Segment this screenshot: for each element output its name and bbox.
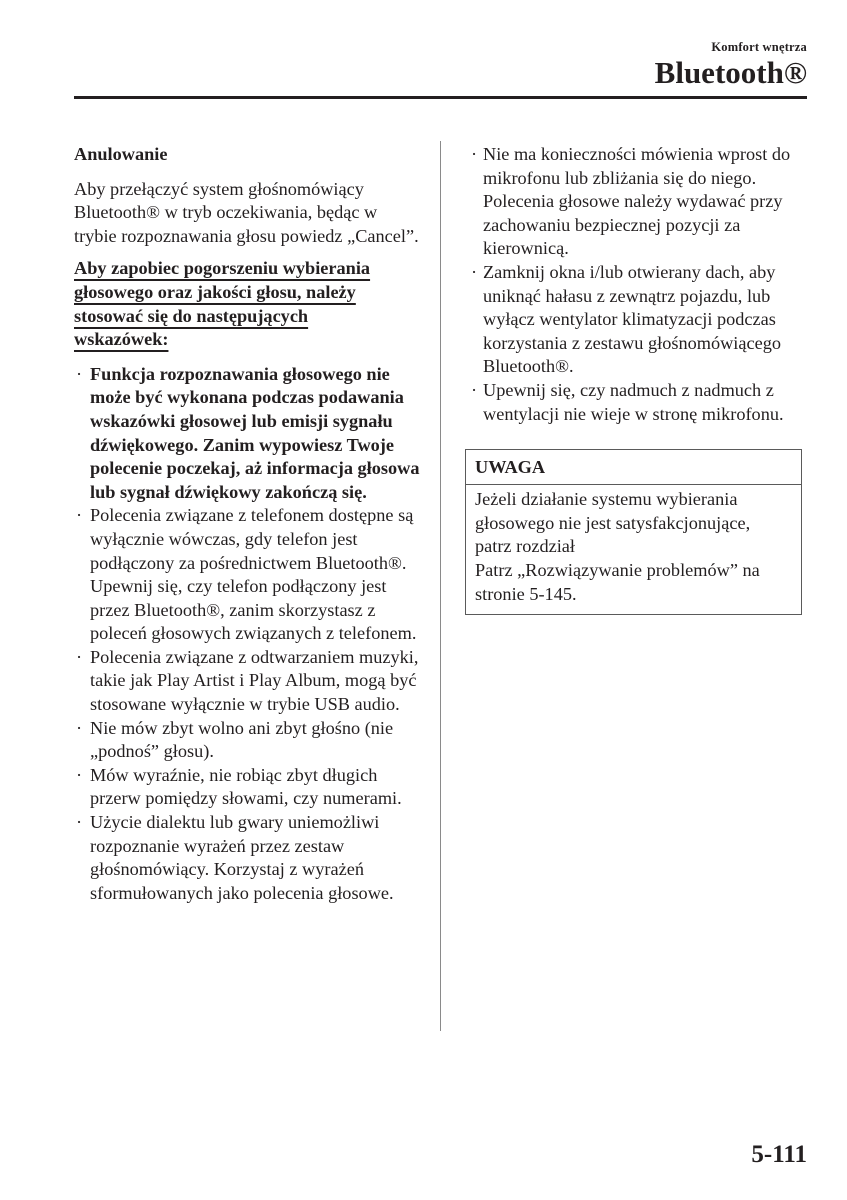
- list-item-text: Upewnij się, czy nadmuch z nadmuch z wentylacji nie wieje w stronę mikrofonu.: [483, 379, 784, 424]
- list-item: [469, 261, 809, 379]
- note-box: [465, 449, 802, 615]
- list-item: [469, 379, 809, 426]
- bullet: ·: [76, 505, 83, 526]
- bullet: ·: [76, 764, 83, 785]
- list-item-text: Nie mów zbyt wolno ani zbyt głośno (nie „podnoś” głosu).: [90, 717, 394, 762]
- list-item: [469, 143, 809, 261]
- bullet: ·: [76, 363, 83, 384]
- tips-list-left: [74, 363, 424, 906]
- right-column: [469, 143, 809, 615]
- list-item-text: Mów wyraźnie, nie robiąc zbyt długich przerw pomiędzy słowami, czy numerami.: [90, 764, 402, 809]
- warning-heading: [74, 257, 402, 351]
- intro-paragraph: Aby przełączyć system głośnomówiący Bluetooth® w tryb oczekiwania, będąc w trybie rozpoznawania głosu powiedz „Cancel”.: [74, 178, 419, 246]
- note-line: Patrz „Rozwiązywanie problemów” na: [475, 559, 760, 580]
- header-divider: [74, 96, 807, 99]
- note-line: patrz rozdział: [475, 536, 575, 557]
- note-body: [466, 485, 801, 614]
- list-item-text: Zamknij okna i/lub otwierany dach, aby uniknąć hałasu z zewnątrz pojazdu, lub wyłącz wentylator klimatyzacji podczas korzystania z zestawu głośnomówiącego Bluetooth®.: [483, 261, 781, 377]
- bullet: ·: [471, 144, 478, 164]
- section-heading: Anulowanie: [74, 144, 168, 164]
- list-item-text: Polecenia związane z odtwarzaniem muzyki, takie jak Play Artist i Play Album, mogą być stosowane wyłącznie w trybie USB audio.: [90, 646, 419, 715]
- list-item: [74, 363, 424, 505]
- bullet: ·: [76, 646, 83, 667]
- note-title: UWAGA: [466, 450, 801, 485]
- bullet: ·: [76, 812, 83, 833]
- bullet: ·: [471, 261, 478, 282]
- note-line: głosowego nie jest satysfakcjonujące,: [475, 512, 751, 533]
- list-item-text: Funkcja rozpoznawania głosowego nie może być wykonana podczas podawania wskazówki głosowej lub emisji sygnału dźwiękowego. Zanim wypowiesz Twoje polecenie poczekaj, aż informacja głosowa lub sygnał dźwiękowy zakończą się.: [90, 363, 420, 502]
- bullet: ·: [76, 717, 83, 738]
- column-divider: [440, 141, 441, 1031]
- note-line: stronie 5-145.: [475, 583, 577, 604]
- list-item-text: Polecenia związane z telefonem dostępne są wyłącznie wówczas, gdy telefon jest podłączony za pośrednictwem Bluetooth®. Upewnij się, czy telefon podłączony jest przez Bluetooth®, zanim skorzystasz z poleceń głosowych związanych z telefonem.: [90, 505, 417, 644]
- tips-list-right: [469, 143, 809, 426]
- left-column: [74, 143, 424, 905]
- list-item: [74, 764, 424, 811]
- page-title: Bluetooth®: [654, 55, 807, 90]
- list-item-text: Nie ma konieczności mówienia wprost do mikrofonu lub zbliżania się do niego. Polecenia głosowe należy wydawać przy zachowaniu bezpiecznej pozycji za kierownicą.: [483, 144, 791, 259]
- list-item: [74, 646, 424, 717]
- list-item: [74, 811, 424, 905]
- list-item-text: Użycie dialektu lub gwary uniemożliwi rozpoznanie wyrażeń przez zestaw głośnomówiący. Korzystaj z wyrażeń sformułowanych jako polecenia głosowe.: [90, 812, 394, 903]
- section-label: Komfort wnętrza: [711, 40, 807, 54]
- list-item: [74, 504, 424, 646]
- page-number: 5-111: [751, 1141, 807, 1168]
- list-item: [74, 717, 424, 764]
- warning-heading-text: Aby zapobiec pogorszeniu wybierania głosowego oraz jakości głosu, należy stosować się do następujących wskazówek:: [74, 258, 371, 350]
- bullet: ·: [471, 379, 478, 400]
- note-line: Jeżeli działanie systemu wybierania: [475, 489, 738, 510]
